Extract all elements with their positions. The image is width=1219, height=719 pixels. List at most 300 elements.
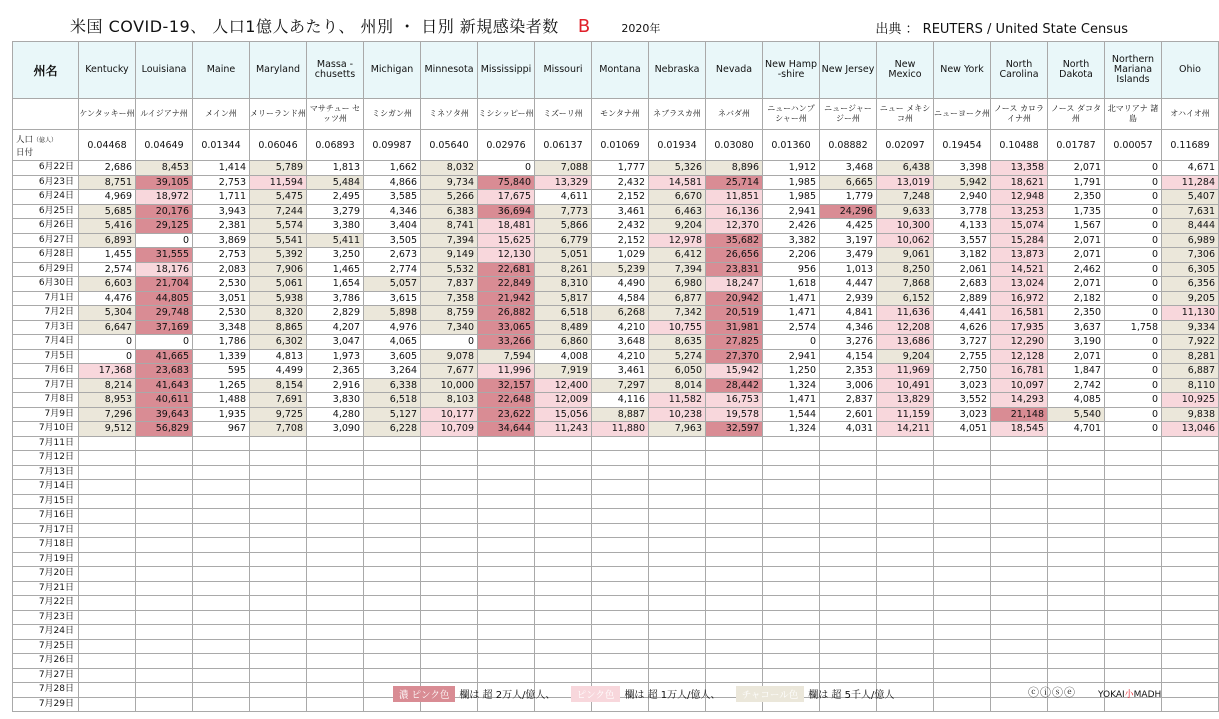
- state-population: 0.06137: [535, 130, 592, 161]
- value-cell: [991, 480, 1048, 495]
- value-cell: 7,394: [421, 233, 478, 248]
- value-cell: [1162, 451, 1219, 466]
- value-cell: [1162, 480, 1219, 495]
- state-name-ja: ニューヨーク州: [934, 99, 991, 130]
- value-cell: [421, 523, 478, 538]
- value-cell: 3,468: [820, 161, 877, 176]
- value-cell: 1,250: [763, 364, 820, 379]
- value-cell: 1,711: [193, 190, 250, 205]
- value-cell: 4,346: [820, 320, 877, 335]
- value-cell: [193, 668, 250, 683]
- value-cell: [364, 668, 421, 683]
- value-cell: [877, 581, 934, 596]
- value-cell: 2,061: [934, 262, 991, 277]
- value-cell: 2,350: [1048, 190, 1105, 205]
- date-cell: 7月22日: [13, 596, 79, 611]
- value-cell: 15,625: [478, 233, 535, 248]
- value-cell: 3,006: [820, 378, 877, 393]
- value-cell: 0: [1105, 190, 1162, 205]
- value-cell: [649, 523, 706, 538]
- value-cell: [991, 538, 1048, 553]
- date-cell: 7月17日: [13, 523, 79, 538]
- value-cell: 11,130: [1162, 306, 1219, 321]
- value-cell: 3,023: [934, 378, 991, 393]
- value-cell: 22,681: [478, 262, 535, 277]
- date-cell: 7月9日: [13, 407, 79, 422]
- date-cell: 6月26日: [13, 219, 79, 234]
- value-cell: 0: [136, 233, 193, 248]
- date-cell: 7月8日: [13, 393, 79, 408]
- value-cell: [820, 654, 877, 669]
- value-cell: [193, 436, 250, 451]
- value-cell: 1,339: [193, 349, 250, 364]
- value-cell: [364, 509, 421, 524]
- value-cell: [535, 668, 592, 683]
- value-cell: [421, 465, 478, 480]
- state-population: 0.01344: [193, 130, 250, 161]
- value-cell: 5,051: [535, 248, 592, 263]
- value-cell: 34,644: [478, 422, 535, 437]
- date-cell: 7月15日: [13, 494, 79, 509]
- value-cell: 12,978: [649, 233, 706, 248]
- value-cell: [649, 654, 706, 669]
- value-cell: [307, 494, 364, 509]
- value-cell: 44,805: [136, 291, 193, 306]
- value-cell: 5,127: [364, 407, 421, 422]
- value-cell: [79, 625, 136, 640]
- value-cell: 2,432: [592, 219, 649, 234]
- value-cell: 23,622: [478, 407, 535, 422]
- value-cell: 22,849: [478, 277, 535, 292]
- page-title: [70, 14, 660, 37]
- value-cell: [706, 538, 763, 553]
- value-cell: 5,942: [934, 175, 991, 190]
- legend-swatch-pink: ピンク色: [571, 686, 621, 702]
- value-cell: 29,125: [136, 219, 193, 234]
- value-cell: [649, 509, 706, 524]
- value-cell: 5,061: [250, 277, 307, 292]
- value-cell: 1,791: [1048, 175, 1105, 190]
- population-label-cell: [13, 130, 79, 161]
- value-cell: 9,204: [877, 349, 934, 364]
- value-cell: 0: [1105, 161, 1162, 176]
- state-population: 0.05640: [421, 130, 478, 161]
- value-cell: 16,136: [706, 204, 763, 219]
- value-cell: 8,110: [1162, 378, 1219, 393]
- value-cell: 18,972: [136, 190, 193, 205]
- value-cell: 7,394: [649, 262, 706, 277]
- value-cell: [1105, 509, 1162, 524]
- value-cell: [193, 509, 250, 524]
- table-row: [13, 262, 1219, 277]
- legend-text-dark: 欄は 超 2万人/億人、: [459, 690, 556, 701]
- value-cell: [763, 494, 820, 509]
- value-cell: [763, 538, 820, 553]
- value-cell: [535, 509, 592, 524]
- value-cell: [193, 683, 250, 698]
- value-cell: [877, 436, 934, 451]
- value-cell: 7,306: [1162, 248, 1219, 263]
- value-cell: [877, 509, 934, 524]
- table-row: [13, 320, 1219, 335]
- value-cell: 4,425: [820, 219, 877, 234]
- value-cell: [364, 552, 421, 567]
- date-cell: 7月20日: [13, 567, 79, 582]
- state-name-en: Mississippi: [478, 42, 535, 99]
- value-cell: 0: [1105, 291, 1162, 306]
- value-cell: [1105, 451, 1162, 466]
- value-cell: 1,935: [193, 407, 250, 422]
- value-cell: [1162, 639, 1219, 654]
- value-cell: 1,779: [820, 190, 877, 205]
- value-cell: [649, 465, 706, 480]
- value-cell: 16,581: [991, 306, 1048, 321]
- date-cell: 7月3日: [13, 320, 79, 335]
- value-cell: [307, 451, 364, 466]
- value-cell: [1162, 538, 1219, 553]
- value-cell: 0: [421, 335, 478, 350]
- value-cell: 9,512: [79, 422, 136, 437]
- value-cell: [763, 552, 820, 567]
- value-cell: 0: [1105, 349, 1162, 364]
- value-cell: 7,358: [421, 291, 478, 306]
- value-cell: [307, 567, 364, 582]
- value-cell: 12,128: [991, 349, 1048, 364]
- value-cell: [706, 465, 763, 480]
- value-cell: [592, 509, 649, 524]
- value-cell: [250, 436, 307, 451]
- value-cell: 1,465: [307, 262, 364, 277]
- value-cell: [934, 509, 991, 524]
- value-cell: [649, 639, 706, 654]
- date-label: 日付: [16, 148, 34, 158]
- value-cell: [1162, 683, 1219, 698]
- value-cell: 6,383: [421, 204, 478, 219]
- value-cell: [136, 610, 193, 625]
- value-cell: [136, 451, 193, 466]
- value-cell: 13,873: [991, 248, 1048, 263]
- value-cell: 6,877: [649, 291, 706, 306]
- value-cell: 0: [1105, 233, 1162, 248]
- value-cell: [79, 639, 136, 654]
- value-cell: 4,031: [820, 422, 877, 437]
- value-cell: 5,532: [421, 262, 478, 277]
- value-cell: [1048, 625, 1105, 640]
- value-cell: [592, 451, 649, 466]
- value-cell: 18,176: [136, 262, 193, 277]
- value-cell: 11,969: [877, 364, 934, 379]
- value-cell: 5,866: [535, 219, 592, 234]
- value-cell: [934, 596, 991, 611]
- value-cell: [307, 581, 364, 596]
- value-cell: [478, 610, 535, 625]
- value-cell: 6,338: [364, 378, 421, 393]
- value-cell: 2,353: [820, 364, 877, 379]
- value-cell: 2,753: [193, 175, 250, 190]
- value-cell: 4,116: [592, 393, 649, 408]
- value-cell: [991, 668, 1048, 683]
- value-cell: [250, 509, 307, 524]
- value-cell: [535, 465, 592, 480]
- value-cell: 8,320: [250, 306, 307, 321]
- value-cell: 0: [79, 349, 136, 364]
- value-cell: [592, 581, 649, 596]
- state-name-ja: ネバダ州: [706, 99, 763, 130]
- value-cell: 3,404: [364, 219, 421, 234]
- value-cell: [1105, 610, 1162, 625]
- value-cell: [991, 436, 1048, 451]
- value-cell: [136, 567, 193, 582]
- value-cell: 6,860: [535, 335, 592, 350]
- value-cell: 3,830: [307, 393, 364, 408]
- value-cell: 5,407: [1162, 190, 1219, 205]
- value-cell: 26,882: [478, 306, 535, 321]
- value-cell: 14,581: [649, 175, 706, 190]
- value-cell: [877, 610, 934, 625]
- state-name-en: Nebraska: [649, 42, 706, 99]
- value-cell: 13,358: [991, 161, 1048, 176]
- value-cell: [934, 451, 991, 466]
- value-cell: 1,813: [307, 161, 364, 176]
- value-cell: [1105, 596, 1162, 611]
- value-cell: 1,735: [1048, 204, 1105, 219]
- value-cell: 3,047: [307, 335, 364, 350]
- value-cell: [535, 552, 592, 567]
- state-population: 0.04649: [136, 130, 193, 161]
- table-row: [13, 407, 1219, 422]
- value-cell: [79, 596, 136, 611]
- value-cell: 12,400: [535, 378, 592, 393]
- value-cell: [592, 436, 649, 451]
- value-cell: [592, 668, 649, 683]
- state-population: 0.04468: [79, 130, 136, 161]
- value-cell: 2,071: [1048, 161, 1105, 176]
- value-cell: 9,061: [877, 248, 934, 263]
- value-cell: 0: [136, 335, 193, 350]
- value-cell: 1,029: [592, 248, 649, 263]
- value-cell: [706, 494, 763, 509]
- state-name-ja: ノース カロライナ州: [991, 99, 1048, 130]
- value-cell: 2,742: [1048, 378, 1105, 393]
- value-cell: 1,471: [763, 393, 820, 408]
- value-cell: 2,774: [364, 262, 421, 277]
- value-cell: 3,557: [934, 233, 991, 248]
- value-cell: [193, 654, 250, 669]
- value-cell: [877, 552, 934, 567]
- value-cell: 1,847: [1048, 364, 1105, 379]
- value-cell: 1,758: [1105, 320, 1162, 335]
- date-cell: 7月26日: [13, 654, 79, 669]
- date-cell: 7月27日: [13, 668, 79, 683]
- value-cell: [136, 436, 193, 451]
- state-name-ja: ミシシッピー州: [478, 99, 535, 130]
- value-cell: 29,748: [136, 306, 193, 321]
- table-row: [13, 161, 1219, 176]
- date-cell: 6月29日: [13, 262, 79, 277]
- value-cell: [820, 668, 877, 683]
- value-cell: 10,491: [877, 378, 934, 393]
- value-cell: [364, 654, 421, 669]
- header-row-japanese: [13, 99, 1219, 130]
- state-name-ja: ニュージャー ジー州: [820, 99, 877, 130]
- value-cell: [1162, 552, 1219, 567]
- value-cell: [79, 668, 136, 683]
- value-cell: 11,880: [592, 422, 649, 437]
- value-cell: 18,481: [478, 219, 535, 234]
- cases-table: [12, 41, 1219, 712]
- value-cell: [706, 581, 763, 596]
- table-row: [13, 567, 1219, 582]
- value-cell: [535, 654, 592, 669]
- value-cell: [193, 552, 250, 567]
- value-cell: [535, 523, 592, 538]
- value-cell: [763, 654, 820, 669]
- value-cell: [934, 465, 991, 480]
- value-cell: [706, 567, 763, 582]
- value-cell: [364, 567, 421, 582]
- value-cell: [1162, 581, 1219, 596]
- value-cell: [592, 654, 649, 669]
- value-cell: 16,972: [991, 291, 1048, 306]
- value-cell: 8,014: [649, 378, 706, 393]
- value-cell: [934, 625, 991, 640]
- population-label: 人口（億人）: [16, 135, 58, 145]
- state-population: 0.01934: [649, 130, 706, 161]
- value-cell: [1105, 494, 1162, 509]
- legend-text-pink: 欄は 超 1万人/億人、: [624, 690, 721, 701]
- value-cell: [1105, 465, 1162, 480]
- value-cell: 4,969: [79, 190, 136, 205]
- value-cell: 32,157: [478, 378, 535, 393]
- state-population: 0.09987: [364, 130, 421, 161]
- value-cell: 41,643: [136, 378, 193, 393]
- value-cell: [250, 538, 307, 553]
- value-cell: [1048, 509, 1105, 524]
- value-cell: 2,530: [193, 306, 250, 321]
- state-name-ja: モンタナ州: [592, 99, 649, 130]
- value-cell: [250, 639, 307, 654]
- value-cell: [592, 567, 649, 582]
- value-cell: [763, 436, 820, 451]
- state-name-en: New York: [934, 42, 991, 99]
- blank-cell: [13, 99, 79, 130]
- value-cell: 8,103: [421, 393, 478, 408]
- value-cell: 8,887: [592, 407, 649, 422]
- state-name-en: Minnesota: [421, 42, 478, 99]
- state-population: 0.02097: [877, 130, 934, 161]
- value-cell: 2,381: [193, 219, 250, 234]
- value-cell: 1,618: [763, 277, 820, 292]
- value-cell: [649, 494, 706, 509]
- value-cell: 6,518: [535, 306, 592, 321]
- state-name-ja: ニュー メキシコ州: [877, 99, 934, 130]
- value-cell: [478, 436, 535, 451]
- value-cell: 0: [1105, 175, 1162, 190]
- date-cell: 6月24日: [13, 190, 79, 205]
- value-cell: 0: [1105, 364, 1162, 379]
- value-cell: [535, 538, 592, 553]
- value-cell: [592, 596, 649, 611]
- value-cell: 2,350: [1048, 306, 1105, 321]
- date-cell: 7月10日: [13, 422, 79, 437]
- value-cell: 5,574: [250, 219, 307, 234]
- value-cell: [592, 625, 649, 640]
- value-cell: 3,943: [193, 204, 250, 219]
- value-cell: [421, 639, 478, 654]
- value-cell: 8,741: [421, 219, 478, 234]
- value-cell: 39,643: [136, 407, 193, 422]
- value-cell: 24,296: [820, 204, 877, 219]
- value-cell: [79, 697, 136, 712]
- value-cell: [364, 581, 421, 596]
- table-row: [13, 349, 1219, 364]
- value-cell: [1105, 567, 1162, 582]
- value-cell: [991, 451, 1048, 466]
- value-cell: 3,585: [364, 190, 421, 205]
- value-cell: [535, 625, 592, 640]
- value-cell: 2,686: [79, 161, 136, 176]
- value-cell: 2,426: [763, 219, 820, 234]
- value-cell: [193, 697, 250, 712]
- value-cell: [934, 654, 991, 669]
- value-cell: [820, 552, 877, 567]
- value-cell: 4,085: [1048, 393, 1105, 408]
- value-cell: 11,636: [877, 306, 934, 321]
- value-cell: 7,691: [250, 393, 307, 408]
- value-cell: [877, 451, 934, 466]
- value-cell: 2,673: [364, 248, 421, 263]
- value-cell: [1105, 668, 1162, 683]
- value-cell: [421, 509, 478, 524]
- value-cell: [706, 436, 763, 451]
- value-cell: 13,019: [877, 175, 934, 190]
- value-cell: 3,348: [193, 320, 250, 335]
- value-cell: 7,248: [877, 190, 934, 205]
- value-cell: 0: [1105, 306, 1162, 321]
- value-cell: 3,276: [820, 335, 877, 350]
- value-cell: 9,205: [1162, 291, 1219, 306]
- value-cell: [421, 654, 478, 669]
- value-cell: 27,370: [706, 349, 763, 364]
- value-cell: [307, 697, 364, 712]
- value-cell: [136, 581, 193, 596]
- value-cell: [79, 552, 136, 567]
- value-cell: 2,753: [193, 248, 250, 263]
- value-cell: [763, 509, 820, 524]
- value-cell: 9,204: [649, 219, 706, 234]
- value-cell: [364, 465, 421, 480]
- table-row: [13, 364, 1219, 379]
- value-cell: 6,438: [877, 161, 934, 176]
- value-cell: [1048, 523, 1105, 538]
- value-cell: [250, 697, 307, 712]
- value-cell: 2,940: [934, 190, 991, 205]
- date-cell: 6月27日: [13, 233, 79, 248]
- value-cell: [820, 480, 877, 495]
- value-cell: 2,941: [763, 349, 820, 364]
- value-cell: [877, 654, 934, 669]
- value-cell: 28,442: [706, 378, 763, 393]
- value-cell: 2,574: [763, 320, 820, 335]
- value-cell: 9,725: [250, 407, 307, 422]
- corner-state-label: 州名: [13, 42, 79, 99]
- state-name-en: Missouri: [535, 42, 592, 99]
- date-cell: 7月12日: [13, 451, 79, 466]
- value-cell: [934, 494, 991, 509]
- value-cell: 7,244: [250, 204, 307, 219]
- state-population: 0.11689: [1162, 130, 1219, 161]
- value-cell: [1048, 436, 1105, 451]
